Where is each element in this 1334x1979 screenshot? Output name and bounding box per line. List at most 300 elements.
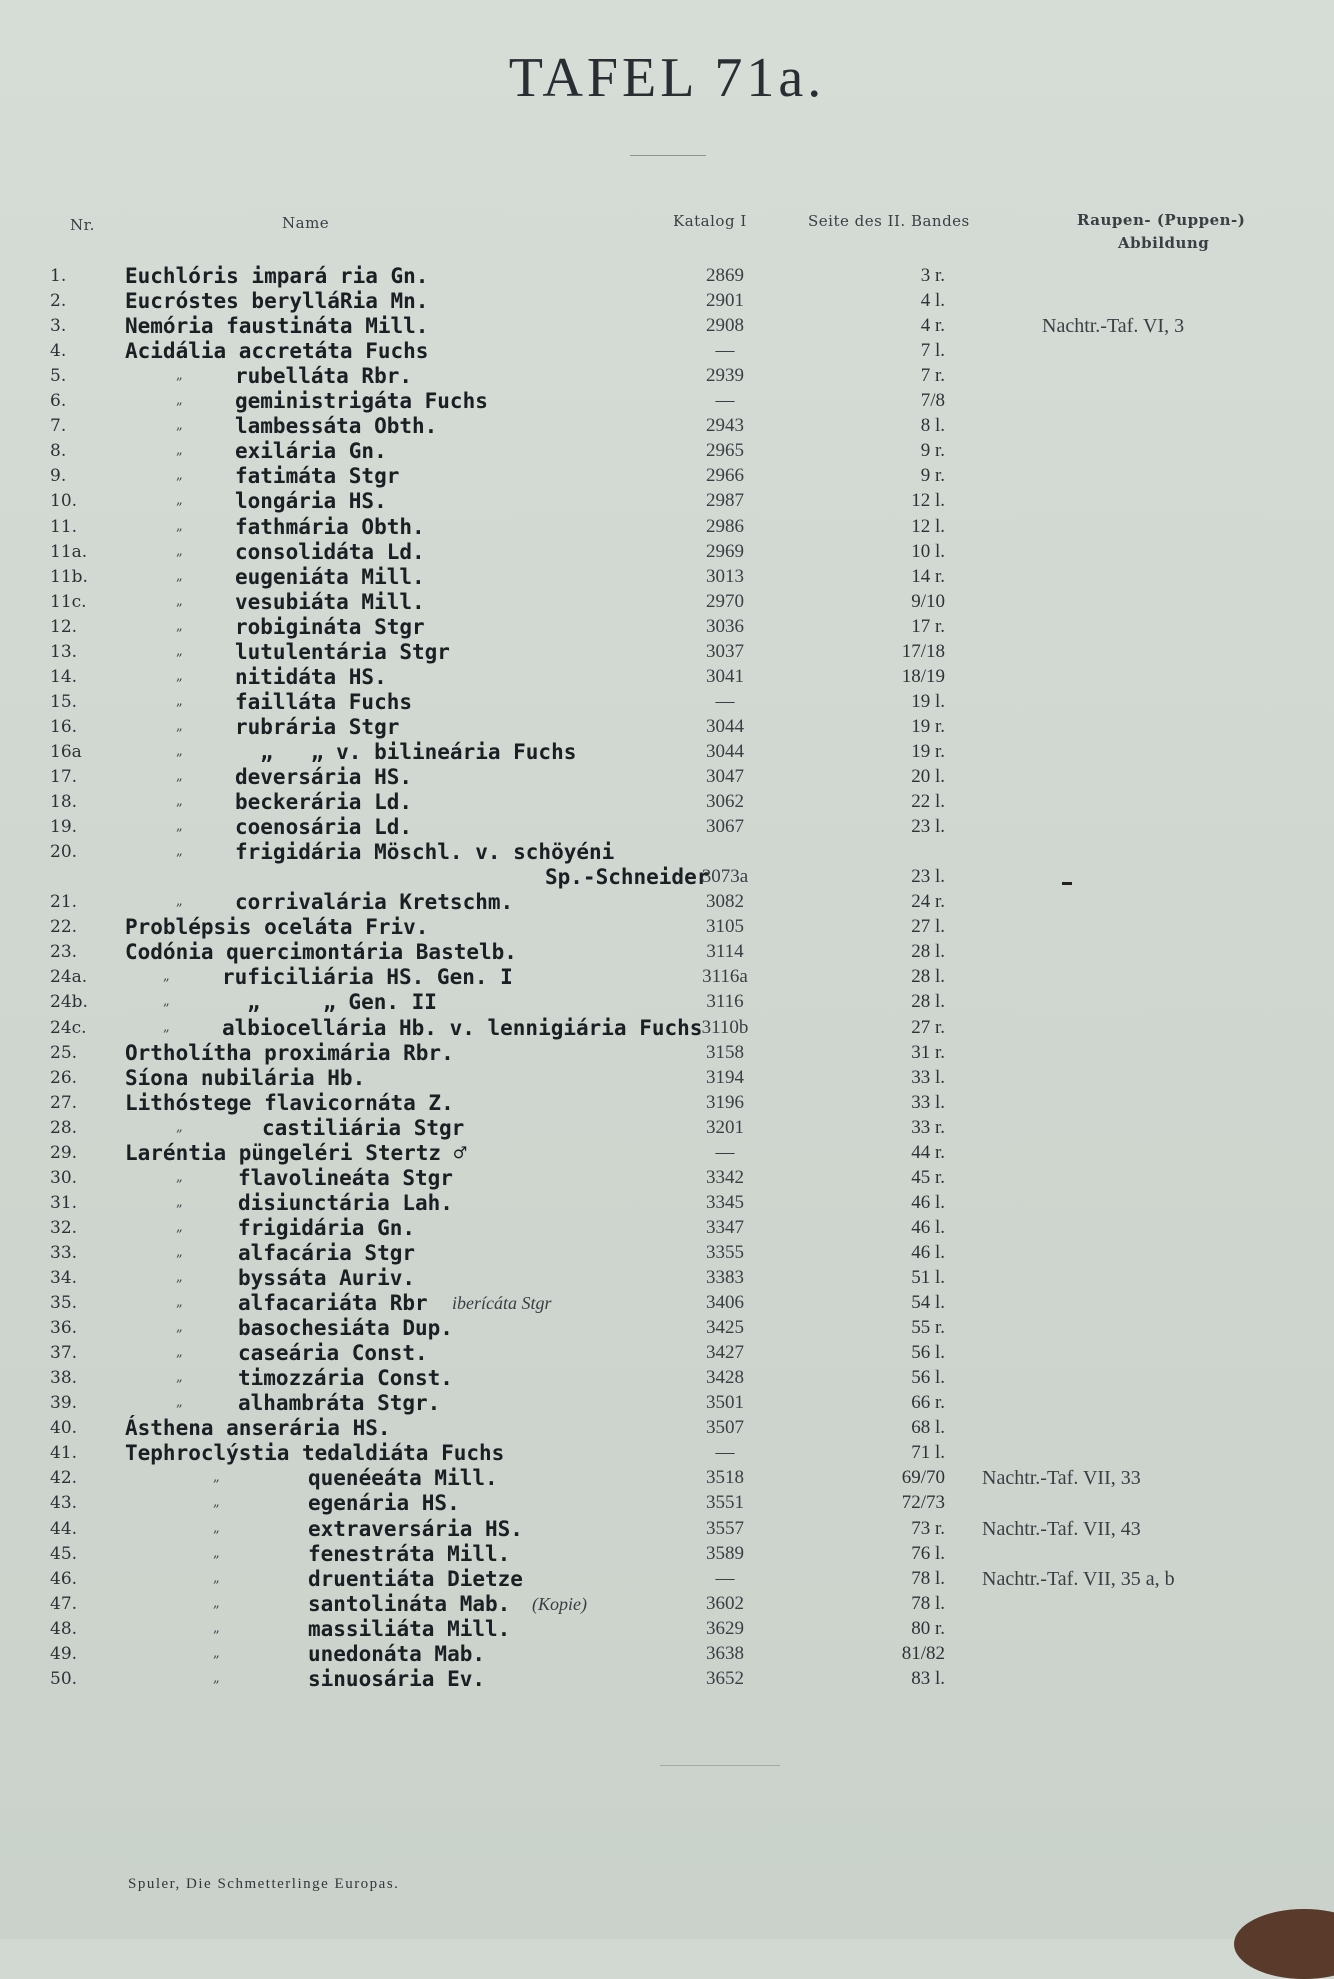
katalog-number: 3036 xyxy=(706,616,744,637)
ditto-mark: „ xyxy=(176,1345,183,1360)
page-reference: 78 l. xyxy=(911,1568,945,1589)
species-name: lambessáta Obth. xyxy=(235,414,438,438)
table-row xyxy=(0,1441,1334,1465)
ditto-mark: „ xyxy=(176,519,183,534)
row-number: 44. xyxy=(50,1519,78,1539)
species-name: lutulentária Stgr xyxy=(235,640,450,664)
row-number: 35. xyxy=(50,1293,78,1313)
table-row xyxy=(0,890,1334,914)
species-name: druentiáta Dietze xyxy=(308,1567,523,1591)
ditto-mark: „ xyxy=(176,894,183,909)
table-row xyxy=(0,1241,1334,1265)
katalog-number: 3194 xyxy=(706,1067,744,1088)
katalog-number: 3158 xyxy=(706,1042,744,1063)
species-name: quenéeáta Mill. xyxy=(308,1466,498,1490)
table-row xyxy=(0,965,1334,989)
katalog-number: 3652 xyxy=(706,1668,744,1689)
row-number: 24b. xyxy=(50,992,88,1012)
table-row xyxy=(0,439,1334,463)
ditto-mark: „ xyxy=(176,493,183,508)
katalog-number: — xyxy=(715,1442,735,1463)
species-name: eugeniáta Mill. xyxy=(235,565,425,589)
katalog-number: 3013 xyxy=(706,566,744,587)
katalog-number: 3589 xyxy=(706,1543,744,1564)
table-row xyxy=(0,339,1334,363)
table-row xyxy=(0,1016,1334,1040)
species-name: massiliáta Mill. xyxy=(308,1617,511,1641)
species-name: Sp.-Schneider xyxy=(545,865,710,889)
ditto-mark: „ xyxy=(176,744,183,759)
row-number: 4. xyxy=(50,341,67,361)
katalog-number: 3629 xyxy=(706,1618,744,1639)
page-reference: 3 r. xyxy=(920,265,945,286)
katalog-number: 3425 xyxy=(706,1317,744,1338)
page-reference: 28 l. xyxy=(911,991,945,1012)
species-name: sinuosária Ev. xyxy=(308,1667,486,1691)
species-name: vesubiáta Mill. xyxy=(235,590,425,614)
species-name: longária HS. xyxy=(235,489,387,513)
table-row xyxy=(0,715,1334,739)
table-row xyxy=(0,1466,1334,1490)
ditto-mark: „ xyxy=(176,1395,183,1410)
ditto-mark: „ xyxy=(176,719,183,734)
table-row xyxy=(0,690,1334,714)
ditto-mark: „ xyxy=(163,994,170,1009)
larva-figure-reference: Nachtr.-Taf. VII, 43 xyxy=(982,1518,1141,1540)
row-number: 49. xyxy=(50,1644,78,1664)
species-name: failláta Fuchs xyxy=(235,690,413,714)
ditto-mark: „ xyxy=(176,443,183,458)
species-name: fathmária Obth. xyxy=(235,515,425,539)
page-reference: 71 l. xyxy=(911,1442,945,1463)
katalog-number: 3116 xyxy=(706,991,744,1012)
ditto-mark: „ xyxy=(176,1295,183,1310)
species-name: unedonáta Mab. xyxy=(308,1642,486,1666)
katalog-number: 3427 xyxy=(706,1342,744,1363)
page-reference: 9 r. xyxy=(920,465,945,486)
katalog-number: 3073a xyxy=(701,866,749,887)
ditto-mark: „ xyxy=(213,1470,220,1485)
species-name: nitidáta HS. xyxy=(235,665,387,689)
katalog-number: 3342 xyxy=(706,1167,744,1188)
row-number: 18. xyxy=(50,792,78,812)
row-number: 37. xyxy=(50,1343,78,1363)
page-reference: 18/19 xyxy=(901,666,945,687)
table-row xyxy=(0,540,1334,564)
page-reference: 78 l. xyxy=(911,1593,945,1614)
table-row xyxy=(0,1166,1334,1190)
species-name: fatimáta Stgr xyxy=(235,464,400,488)
table-row xyxy=(0,1091,1334,1115)
page-reference: 7 r. xyxy=(920,365,945,386)
katalog-number: 2901 xyxy=(706,290,744,311)
page-reference: 51 l. xyxy=(911,1267,945,1288)
katalog-number: 3355 xyxy=(706,1242,744,1263)
katalog-number: 3110b xyxy=(701,1017,749,1038)
katalog-number: 3114 xyxy=(706,941,744,962)
species-name: flavolineáta Stgr xyxy=(238,1166,453,1190)
katalog-number: 3037 xyxy=(706,641,744,662)
table-row xyxy=(0,389,1334,413)
header-nr: Nr. xyxy=(70,216,95,234)
table-row xyxy=(0,1542,1334,1566)
ditto-mark: „ xyxy=(176,619,183,634)
species-name: frigidária Möschl. v. schöyéni xyxy=(235,840,615,864)
ditto-mark: „ xyxy=(213,1621,220,1636)
species-name: corrivalária Kretschm. xyxy=(235,890,514,914)
page-reference: 46 l. xyxy=(911,1217,945,1238)
katalog-number: 2965 xyxy=(706,440,744,461)
ditto-mark: „ xyxy=(176,594,183,609)
table-row xyxy=(0,414,1334,438)
page-reference: 19 l. xyxy=(911,691,945,712)
species-name: alfacariáta Rbr xyxy=(238,1291,428,1315)
katalog-number: 2869 xyxy=(706,265,744,286)
species-name: „ „ v. bilineária Fuchs xyxy=(235,740,577,764)
species-name: rubelláta Rbr. xyxy=(235,364,413,388)
species-name: alfacária Stgr xyxy=(238,1241,416,1265)
ditto-mark: „ xyxy=(213,1495,220,1510)
katalog-number: 3044 xyxy=(706,741,744,762)
species-name: deversária HS. xyxy=(235,765,413,789)
larva-figure-reference: Nachtr.-Taf. VII, 35 a, b xyxy=(982,1568,1175,1590)
row-number: 21. xyxy=(50,892,78,912)
species-name: robigináta Stgr xyxy=(235,615,425,639)
row-number: 36. xyxy=(50,1318,78,1338)
row-number: 3. xyxy=(50,316,67,336)
table-row xyxy=(0,515,1334,539)
table-row xyxy=(0,489,1334,513)
katalog-number: 3557 xyxy=(706,1518,744,1539)
row-number: 34. xyxy=(50,1268,78,1288)
table-row xyxy=(0,1191,1334,1215)
katalog-number: 2966 xyxy=(706,465,744,486)
page-reference: 44 r. xyxy=(911,1142,945,1163)
row-number: 48. xyxy=(50,1619,78,1639)
ditto-mark: „ xyxy=(163,1020,170,1035)
species-name: timozzária Const. xyxy=(238,1366,453,1390)
ditto-mark: „ xyxy=(176,418,183,433)
species-name: Nemória faustináta Mill. xyxy=(125,314,429,338)
row-number: 15. xyxy=(50,692,78,712)
katalog-number: 3501 xyxy=(706,1392,744,1413)
table-row xyxy=(0,665,1334,689)
row-number: 27. xyxy=(50,1093,78,1113)
ditto-mark: „ xyxy=(176,1320,183,1335)
page-reference: 31 r. xyxy=(911,1042,945,1063)
species-name: alhambráta Stgr. xyxy=(238,1391,441,1415)
page-reference: 46 l. xyxy=(911,1192,945,1213)
page-reference: 54 l. xyxy=(911,1292,945,1313)
ditto-mark: „ xyxy=(176,1195,183,1210)
ditto-mark: „ xyxy=(176,694,183,709)
page-reference: 33 l. xyxy=(911,1067,945,1088)
row-number: 13. xyxy=(50,642,78,662)
katalog-number: 2939 xyxy=(706,365,744,386)
table-row xyxy=(0,1341,1334,1365)
row-number: 42. xyxy=(50,1468,78,1488)
page-reference: 69/70 xyxy=(901,1467,945,1488)
row-number: 30. xyxy=(50,1168,78,1188)
table-row xyxy=(0,765,1334,789)
species-name: frigidária Gn. xyxy=(238,1216,416,1240)
species-name: Lithóstege flavicornáta Z. xyxy=(125,1091,454,1115)
row-number: 22. xyxy=(50,917,78,937)
row-number: 11a. xyxy=(50,542,88,562)
larva-figure-reference: Nachtr.-Taf. VII, 33 xyxy=(982,1467,1141,1489)
species-name: consolidáta Ld. xyxy=(235,540,425,564)
ditto-mark: „ xyxy=(213,1521,220,1536)
species-name: ruficiliária HS. Gen. I xyxy=(222,965,513,989)
table-row xyxy=(0,1617,1334,1641)
table-row xyxy=(0,640,1334,664)
page-reference: 80 r. xyxy=(911,1618,945,1639)
katalog-number: 3047 xyxy=(706,766,744,787)
ditto-mark: „ xyxy=(213,1546,220,1561)
katalog-number: — xyxy=(715,1568,735,1589)
katalog-number: 3062 xyxy=(706,791,744,812)
page-reference: 22 l. xyxy=(911,791,945,812)
ditto-mark: „ xyxy=(176,669,183,684)
table-row xyxy=(0,1316,1334,1340)
row-number: 29. xyxy=(50,1143,78,1163)
species-name: castiliária Stgr xyxy=(262,1116,465,1140)
species-name: byssáta Auriv. xyxy=(238,1266,416,1290)
header-katalog: Katalog I xyxy=(673,212,747,230)
table-row xyxy=(0,1416,1334,1440)
page-reference: 81/82 xyxy=(901,1643,945,1664)
ditto-mark: „ xyxy=(176,844,183,859)
species-name: Tephroclýstia tedaldiáta Fuchs xyxy=(125,1441,505,1465)
ditto-mark: „ xyxy=(176,544,183,559)
ditto-mark: „ xyxy=(176,1370,183,1385)
row-number: 38. xyxy=(50,1368,78,1388)
page-reference: 27 l. xyxy=(911,916,945,937)
ditto-mark: „ xyxy=(213,1671,220,1686)
page-reference: 28 l. xyxy=(911,966,945,987)
row-number: 2. xyxy=(50,291,67,311)
species-name-extra: (Kopie) xyxy=(532,1594,587,1614)
page-corner-shadow xyxy=(1234,1909,1334,1979)
table-row xyxy=(0,289,1334,313)
table-row xyxy=(0,940,1334,964)
page-reference: 19 r. xyxy=(911,741,945,762)
table-row xyxy=(0,740,1334,764)
row-number: 11. xyxy=(50,517,78,537)
page-reference: 9 r. xyxy=(920,440,945,461)
species-name: Acidália accretáta Fuchs xyxy=(125,339,429,363)
ditto-mark: „ xyxy=(176,393,183,408)
page-reference: 19 r. xyxy=(911,716,945,737)
page-reference: 28 l. xyxy=(911,941,945,962)
species-name: geministrigáta Fuchs xyxy=(235,389,488,413)
row-number: 19. xyxy=(50,817,78,837)
stray-mark xyxy=(1062,882,1072,885)
species-name: Problépsis oceláta Friv. xyxy=(125,915,429,939)
ditto-mark: „ xyxy=(176,1170,183,1185)
page-reference: 12 l. xyxy=(911,516,945,537)
row-number: 16. xyxy=(50,717,78,737)
page-reference: 56 l. xyxy=(911,1367,945,1388)
table-row xyxy=(0,790,1334,814)
table-row xyxy=(0,840,1334,864)
row-number: 23. xyxy=(50,942,78,962)
katalog-number: 3041 xyxy=(706,666,744,687)
row-number: 11b. xyxy=(50,567,88,587)
ditto-mark: „ xyxy=(176,368,183,383)
species-name: coenosária Ld. xyxy=(235,815,413,839)
row-number: 50. xyxy=(50,1669,78,1689)
table-row xyxy=(0,1592,1334,1616)
species-name: Laréntia püngeléri Stertz ♂ xyxy=(125,1141,467,1165)
header-raupen: Raupen- (Puppen-) xyxy=(1077,211,1246,229)
row-number: 1. xyxy=(50,266,67,286)
katalog-number: 3067 xyxy=(706,816,744,837)
row-number: 25. xyxy=(50,1043,78,1063)
katalog-number: 2987 xyxy=(706,490,744,511)
page-reference: 17/18 xyxy=(901,641,945,662)
page-reference: 12 l. xyxy=(911,490,945,511)
ditto-mark: „ xyxy=(213,1571,220,1586)
bottom-divider xyxy=(660,1765,780,1766)
katalog-number: 2908 xyxy=(706,315,744,336)
page-reference: 17 r. xyxy=(911,616,945,637)
page-reference: 66 r. xyxy=(911,1392,945,1413)
page-reference: 14 r. xyxy=(911,566,945,587)
katalog-number: 2970 xyxy=(706,591,744,612)
species-name: santolináta Mab. xyxy=(308,1592,511,1616)
katalog-number: — xyxy=(715,340,735,361)
page-reference: 56 l. xyxy=(911,1342,945,1363)
ditto-mark: „ xyxy=(213,1596,220,1611)
row-number: 40. xyxy=(50,1418,78,1438)
table-row xyxy=(0,865,1334,889)
katalog-number: 3196 xyxy=(706,1092,744,1113)
header-abbildung: Abbildung xyxy=(1118,234,1210,252)
row-number: 32. xyxy=(50,1218,78,1238)
table-row xyxy=(0,1517,1334,1541)
ditto-mark: „ xyxy=(176,644,183,659)
ditto-mark: „ xyxy=(176,1270,183,1285)
page-reference: 46 l. xyxy=(911,1242,945,1263)
species-name: egenária HS. xyxy=(308,1491,460,1515)
table-row xyxy=(0,1141,1334,1165)
row-number: 24c. xyxy=(50,1018,87,1038)
row-number: 12. xyxy=(50,617,78,637)
ditto-mark: „ xyxy=(176,1220,183,1235)
katalog-number: 3602 xyxy=(706,1593,744,1614)
species-name: basochesiáta Dup. xyxy=(238,1316,453,1340)
larva-figure-reference: Nachtr.-Taf. VI, 3 xyxy=(1042,315,1185,337)
page-reference: 23 l. xyxy=(911,816,945,837)
page-footer: Spuler, Die Schmetterlinge Europas. xyxy=(128,1876,400,1892)
table-row xyxy=(0,1266,1334,1290)
header-name: Name xyxy=(282,214,330,232)
species-name: „ „ Gen. II xyxy=(222,990,437,1014)
row-number: 24a. xyxy=(50,967,88,987)
katalog-number: 2986 xyxy=(706,516,744,537)
row-number: 7. xyxy=(50,416,67,436)
row-number: 31. xyxy=(50,1193,78,1213)
ditto-mark: „ xyxy=(176,1245,183,1260)
page-reference: 83 l. xyxy=(911,1668,945,1689)
species-name-extra: iberícáta Stgr xyxy=(452,1293,552,1313)
page-reference: 4 r. xyxy=(920,315,945,336)
species-name: albiocellária Hb. v. lennigiária Fuchs xyxy=(222,1016,703,1040)
katalog-number: 2943 xyxy=(706,415,744,436)
katalog-number: 3347 xyxy=(706,1217,744,1238)
page-reference: 24 r. xyxy=(911,891,945,912)
row-number: 28. xyxy=(50,1118,78,1138)
species-name: fenestráta Mill. xyxy=(308,1542,511,1566)
row-number: 46. xyxy=(50,1569,78,1589)
page-reference: 33 l. xyxy=(911,1092,945,1113)
table-row xyxy=(0,815,1334,839)
katalog-number: 3406 xyxy=(706,1292,744,1313)
row-number: 26. xyxy=(50,1068,78,1088)
table-row xyxy=(0,314,1334,338)
table-row xyxy=(0,1116,1334,1140)
species-name: disiunctária Lah. xyxy=(238,1191,453,1215)
species-name: Ásthena anserária HS. xyxy=(125,1416,391,1440)
page-reference: 9/10 xyxy=(911,591,945,612)
katalog-number: — xyxy=(715,1142,735,1163)
row-number: 20. xyxy=(50,842,78,862)
header-seite: Seite des II. Bandes xyxy=(808,212,970,230)
table-row xyxy=(0,264,1334,288)
katalog-number: 2969 xyxy=(706,541,744,562)
row-number: 14. xyxy=(50,667,78,687)
page-reference: 8 l. xyxy=(920,415,945,436)
table-row xyxy=(0,1216,1334,1240)
katalog-number: 3551 xyxy=(706,1492,744,1513)
table-row xyxy=(0,1391,1334,1415)
katalog-number: 3638 xyxy=(706,1643,744,1664)
katalog-number: — xyxy=(715,691,735,712)
katalog-number: 3201 xyxy=(706,1117,744,1138)
ditto-mark: „ xyxy=(163,969,170,984)
ditto-mark: „ xyxy=(213,1646,220,1661)
katalog-number: 3383 xyxy=(706,1267,744,1288)
row-number: 8. xyxy=(50,441,67,461)
ditto-mark: „ xyxy=(176,819,183,834)
species-name: Codónia quercimontária Bastelb. xyxy=(125,940,517,964)
ditto-mark: „ xyxy=(176,468,183,483)
ditto-mark: „ xyxy=(176,569,183,584)
page-reference: 7 l. xyxy=(920,340,945,361)
page-reference: 68 l. xyxy=(911,1417,945,1438)
page-reference: 33 r. xyxy=(911,1117,945,1138)
table-row xyxy=(0,1667,1334,1691)
page-reference: 27 r. xyxy=(911,1017,945,1038)
table-row xyxy=(0,590,1334,614)
row-number: 43. xyxy=(50,1493,78,1513)
table-row xyxy=(0,990,1334,1014)
katalog-number: — xyxy=(715,390,735,411)
table-row xyxy=(0,915,1334,939)
species-name: rubrária Stgr xyxy=(235,715,400,739)
table-row xyxy=(0,1066,1334,1090)
species-name: Euchlóris impará ria Gn. xyxy=(125,264,429,288)
ditto-mark: „ xyxy=(176,1120,183,1135)
katalog-number: 3518 xyxy=(706,1467,744,1488)
ditto-mark: „ xyxy=(176,794,183,809)
page-reference: 4 l. xyxy=(920,290,945,311)
page-reference: 10 l. xyxy=(911,541,945,562)
row-number: 45. xyxy=(50,1544,78,1564)
table-row xyxy=(0,565,1334,589)
row-number: 9. xyxy=(50,466,67,486)
